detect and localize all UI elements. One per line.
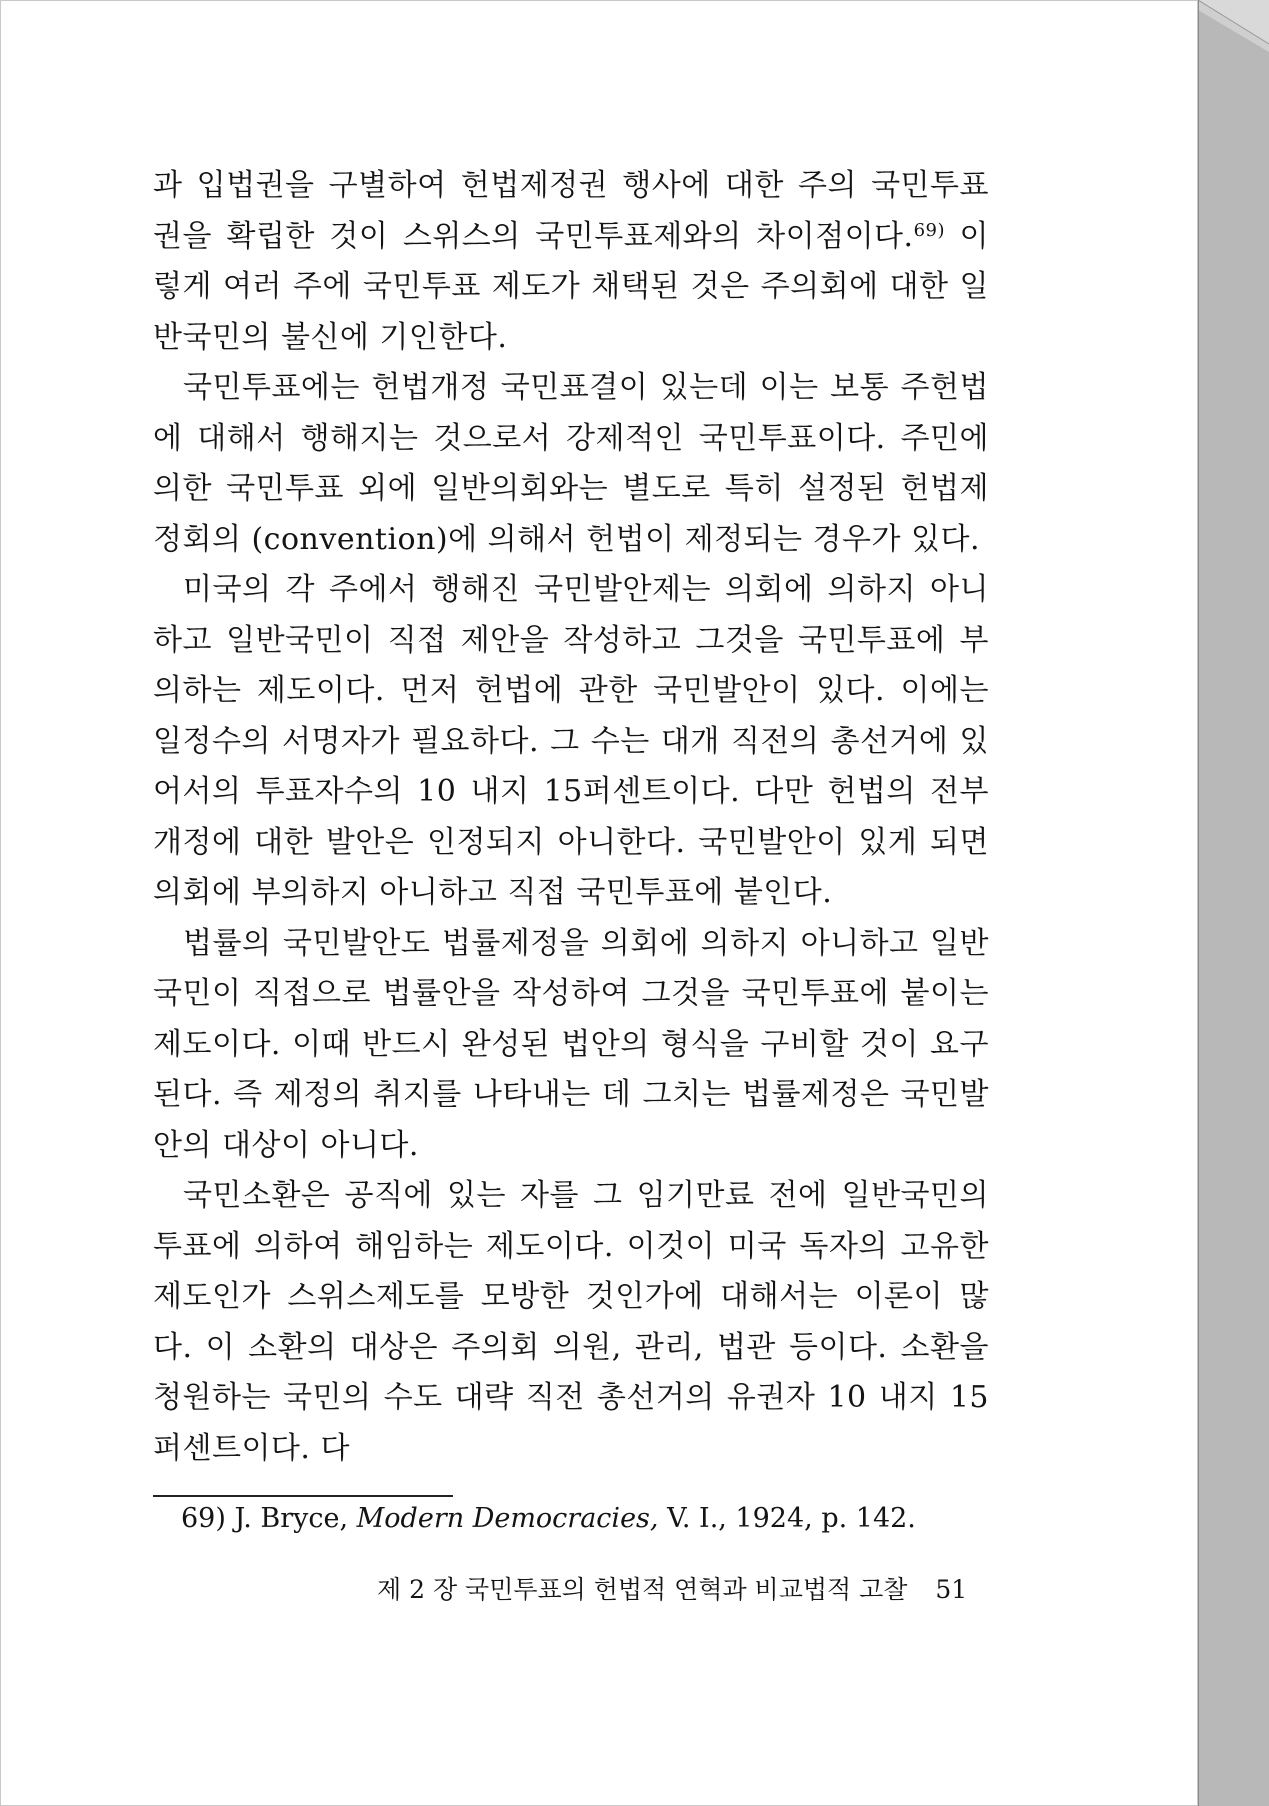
- chapter-title: 제 2 장 국민투표의 헌법적 연혁과 비교법적 고찰: [377, 1575, 908, 1604]
- paragraph-3: 미국의 각 주에서 행해진 국민발안제는 의회에 의하지 아니하고 일반국민이 직접 제안을 작성하고 그것을 국민투표에 부의하는 제도이다. 먼저 헌법에 관한 국민발안이 있다. 이에는 일정수의 서명자가 필요하다. 그 수는 대개 직전의 총선거에 있어서의 투표자수의 10 내지 15퍼센트이다. 다만 헌법의 전부개정에 대한 발안은 인정되지 아니한다. 국민발안이 있게 되면 의회에 부의하지 아니하고 직접 국민투표에 붙인다.: [153, 572, 989, 910]
- footnote-reference: 69): [913, 219, 945, 241]
- body-text: [153, 161, 989, 1474]
- paragraph-1: [153, 161, 989, 363]
- footnote: [181, 1503, 916, 1534]
- page-number: 51: [935, 1575, 968, 1604]
- paragraph-1-text: 과 입법권을 구별하여 헌법제정권 행사에 대한 주의 국민투표권을 확립한 것이 스위스의 국민투표제와의 차이점이다.: [153, 168, 989, 254]
- paragraph-4: 법률의 국민발안도 법률제정을 의회에 의하지 아니하고 일반국민이 직접으로 법률안을 작성하여 그것을 국민투표에 붙이는 제도이다. 이때 반드시 완성된 법안의 형식을 구비할 것이 요구된다. 즉 제정의 취지를 나타내는 데 그치는 법률제정은 국민발안의 대상이 아니다.: [153, 925, 989, 1163]
- footnote-details: V. I., 1924, p. 142.: [667, 1503, 916, 1534]
- paragraph-1-continuation: 이렇게 여러 주에 국민투표 제도가 채택된 것은 주의회에 대한 일반국민의 불신에 기인한다.: [153, 218, 989, 355]
- footnote-divider: [153, 1495, 453, 1497]
- footnote-title: Modern Democracies,: [356, 1503, 659, 1534]
- page-stack-edge: [1198, 0, 1269, 1806]
- footnote-number: 69): [181, 1503, 226, 1534]
- footnote-author: J. Bryce,: [234, 1503, 349, 1534]
- running-footer: [377, 1570, 967, 1606]
- paragraph-2: 국민투표에는 헌법개정 국민표결이 있는데 이는 보통 주헌법에 대해서 행해지는 것으로서 강제적인 국민투표이다. 주민에 의한 국민투표 외에 일반의회와는 별도로 특히 설정된 헌법제정회의 (convention)에 의해서 헌법이 제정되는 경우가 있다.: [153, 370, 989, 557]
- paragraph-5: 국민소환은 공직에 있는 자를 그 임기만료 전에 일반국민의 투표에 의하여 해임하는 제도이다. 이것이 미국 독자의 고유한 제도인가 스위스제도를 모방한 것인가에 대해서는 이론이 많다. 이 소환의 대상은 주의회 의원, 관리, 법관 등이다. 소환을 청원하는 국민의 수도 대략 직전 총선거의 유권자 10 내지 15퍼센트이다. 다: [153, 1178, 989, 1466]
